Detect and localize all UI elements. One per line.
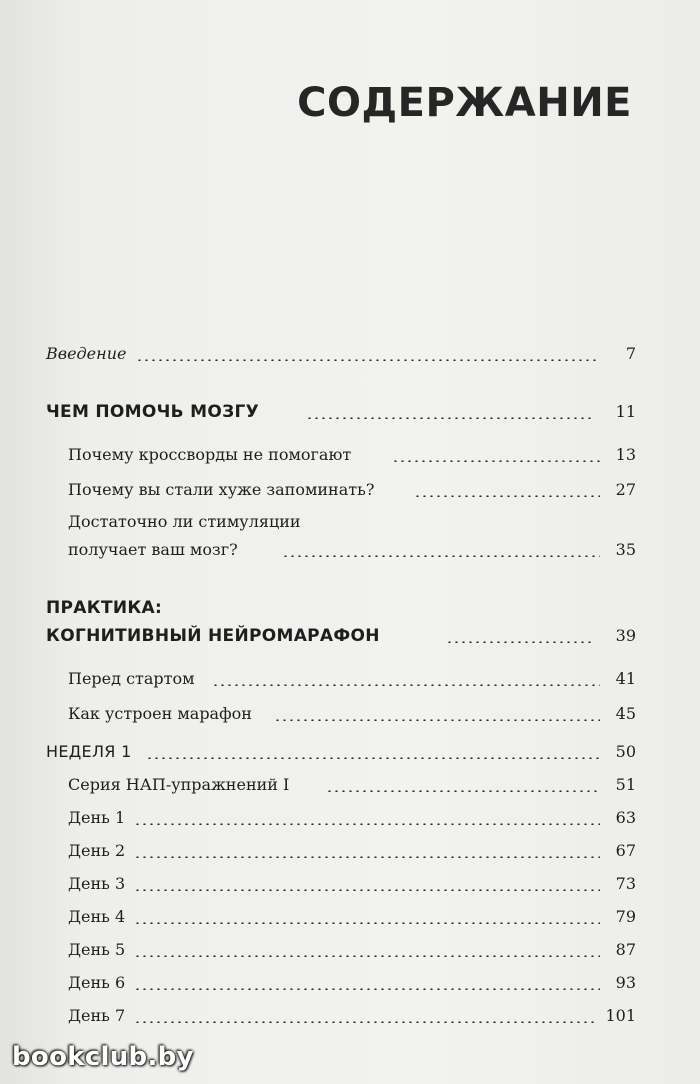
toc-entry-label: Перед стартом	[68, 669, 195, 688]
toc-entry-label: Серия НАП-упражнений I	[68, 775, 290, 794]
toc-section-label: ЧЕМ ПОМОЧЬ МОЗГУ	[46, 402, 260, 422]
toc-entry-stimulation-line1	[0, 510, 700, 534]
toc-entry-page: 79	[615, 907, 636, 926]
toc-entry-label: День 6	[68, 973, 126, 992]
toc-entry-page: 87	[615, 940, 636, 959]
toc-entry-page: 67	[615, 841, 636, 860]
toc-entry-label: День 5	[68, 940, 126, 959]
toc-entry-page: 41	[615, 669, 636, 688]
dot-leader	[134, 955, 600, 957]
toc-entry-label: Почему кроссворды не помогают	[68, 445, 352, 464]
dot-leader	[134, 856, 600, 858]
toc-entry-label: НЕДЕЛЯ 1	[46, 742, 132, 761]
toc-entry-label: День 4	[68, 907, 126, 926]
toc-entry-page: 35	[615, 540, 636, 559]
toc-entry-page: 73	[615, 874, 636, 893]
toc-entry-label: Достаточно ли стимуляции	[68, 512, 301, 531]
dot-leader	[212, 684, 600, 686]
toc-entry-page: 39	[615, 626, 636, 645]
dot-leader	[414, 495, 600, 497]
dot-leader	[134, 823, 600, 825]
toc-section-label: ПРАКТИКА:	[46, 598, 163, 618]
toc-entry-day-6	[0, 971, 700, 1001]
toc-section-practice-line1	[0, 596, 700, 620]
toc-entry-page: 51	[615, 775, 636, 794]
toc-entry-label: Введение	[46, 344, 127, 363]
toc-entry-label: получает ваш мозг?	[68, 540, 238, 559]
dot-leader	[326, 790, 600, 792]
watermark: bookclub.by	[12, 1042, 194, 1072]
toc-entry-label: Как устроен марафон	[68, 704, 252, 723]
toc-entry-page: 63	[615, 808, 636, 827]
toc-entry-marathon-structure	[0, 702, 700, 732]
dot-leader	[134, 1021, 594, 1023]
toc-entry-label: День 1	[68, 808, 126, 827]
dot-leader	[134, 889, 600, 891]
dot-leader	[446, 641, 592, 643]
dot-leader	[274, 719, 600, 721]
toc-entry-day-7	[0, 1004, 700, 1034]
toc-entry-page: 27	[615, 480, 636, 499]
toc-entry-day-5	[0, 938, 700, 968]
toc-entry-nap-series	[0, 773, 700, 803]
toc-entry-stimulation	[0, 538, 700, 568]
toc-entry-label: Почему вы стали хуже запоминать?	[68, 480, 375, 499]
dot-leader	[282, 555, 600, 557]
dot-leader	[134, 988, 600, 990]
toc-entry-page: 7	[625, 344, 636, 363]
toc-entry-page: 11	[615, 402, 636, 421]
toc-entry-memory	[0, 478, 700, 508]
toc-entry-label: День 2	[68, 841, 126, 860]
toc-entry-introduction	[0, 342, 700, 372]
toc-entry-day-2	[0, 839, 700, 869]
page-title: СОДЕРЖАНИЕ	[297, 80, 632, 126]
toc-entry-before-start	[0, 667, 700, 697]
dot-leader	[136, 359, 598, 361]
dot-leader	[392, 460, 600, 462]
toc-entry-page: 13	[615, 445, 636, 464]
toc-section-brain-help	[0, 400, 700, 430]
dot-leader	[134, 922, 600, 924]
toc-entry-day-3	[0, 872, 700, 902]
toc-entry-day-1	[0, 806, 700, 836]
dot-leader	[306, 417, 592, 419]
toc-entry-page: 50	[615, 742, 636, 761]
toc-entry-page: 45	[615, 704, 636, 723]
toc-section-label: КОГНИТИВНЫЙ НЕЙРОМАРАФОН	[46, 626, 380, 646]
toc-entry-crosswords	[0, 443, 700, 473]
toc-entry-label: День 7	[68, 1006, 126, 1025]
toc-section-practice	[0, 624, 700, 654]
toc-entry-label: День 3	[68, 874, 126, 893]
toc-entry-page: 93	[615, 973, 636, 992]
toc-entry-week-1	[0, 740, 700, 770]
toc-entry-day-4	[0, 905, 700, 935]
toc-entry-page: 101	[605, 1006, 636, 1025]
dot-leader	[146, 757, 600, 759]
